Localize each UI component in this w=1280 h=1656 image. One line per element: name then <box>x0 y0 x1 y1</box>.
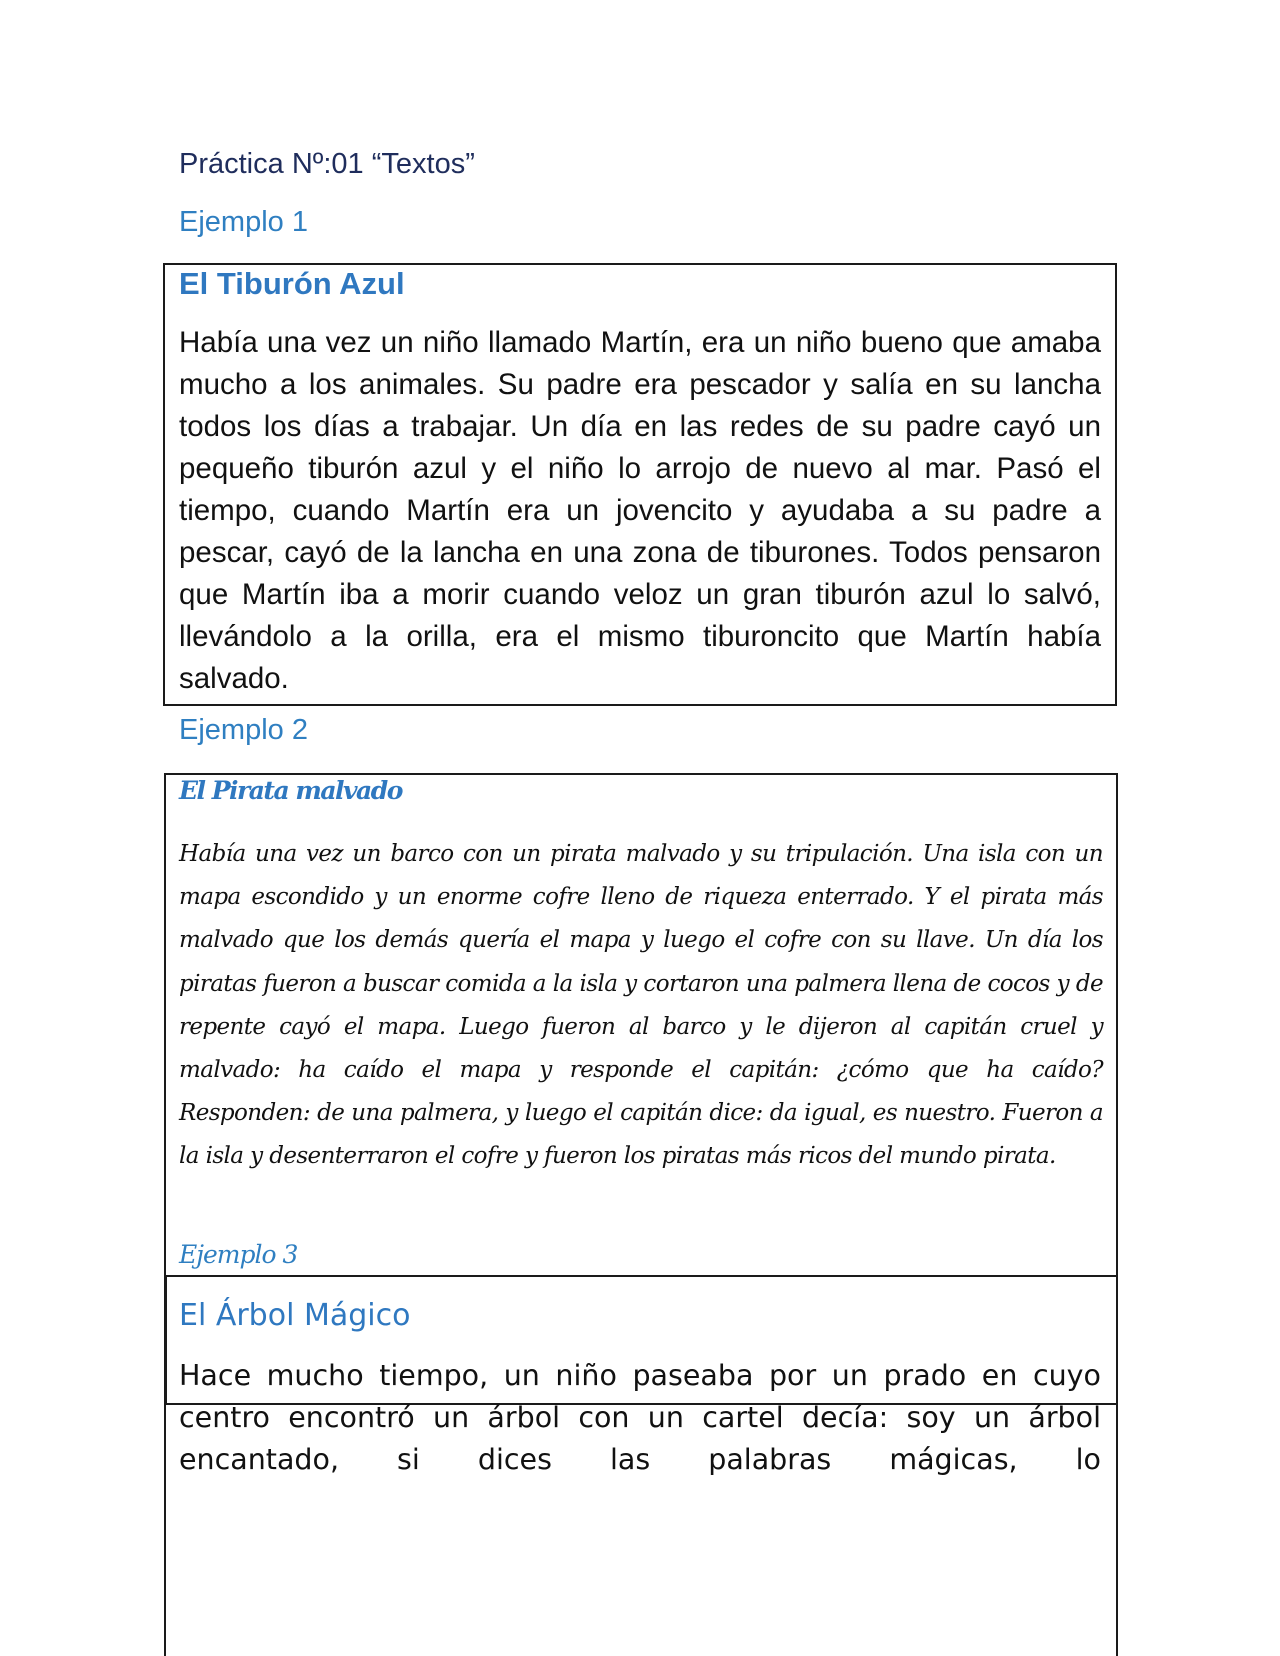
page-title: Práctica Nº:01 “Textos” <box>179 148 475 180</box>
story-body-arbol-magico: Hace mucho tiempo, un niño paseaba por un prado en cuyo centro encontró un árbol con un cartel decía: soy un árbol encantado, si dices las palabras mágicas, lo <box>179 1359 1101 1476</box>
story-body-pirata-malvado: Había una vez un barco con un pirata malvado y su tripulación. Una isla con un mapa escondido y un enorme cofre lleno de riqueza enterrado. Y el pirata más malvado que los demás quería el mapa y luego el cofre con su llave. Un día los piratas fueron a buscar comida a la isla y cortaron una palmera llena de cocos y de repente cayó el mapa. Luego fueron al barco y le dijeron al capitán cruel y malvado: ha caído el mapa y responde el capitán: ¿cómo que ha caído? Responden: de una palmera, y luego el capitán dice: da igual, es nuestro. Fueron a la isla y desenterraron el cofre y fueron los piratas más ricos del mundo pirata. <box>179 841 1103 1170</box>
story-title-pirata-malvado: El Pirata malvado <box>179 776 402 805</box>
example-3-heading: Ejemplo 3 <box>179 1240 298 1269</box>
story-title-arbol-magico: El Árbol Mágico <box>179 1298 411 1333</box>
example-1-heading: Ejemplo 1 <box>179 206 308 238</box>
example-2-heading: Ejemplo 2 <box>179 714 308 746</box>
story-title-tiburon-azul: El Tiburón Azul <box>179 266 405 301</box>
story-body-tiburon-azul: Había una vez un niño llamado Martín, era un niño bueno que amaba mucho a los animales. Su padre era pescador y salía en su lancha todos los días a trabajar. Un día en las redes de su padre cayó un pequeño tiburón azul y el niño lo arrojo de nuevo al mar. Pasó el tiempo, cuando Martín era un jovencito y ayudaba a su padre a pescar, cayó de la lancha en una zona de tiburones. Todos pensaron que Martín iba a morir cuando veloz un gran tiburón azul lo salvó, llevándolo a la orilla, era el mismo tiburoncito que Martín había salvado. <box>179 326 1101 695</box>
